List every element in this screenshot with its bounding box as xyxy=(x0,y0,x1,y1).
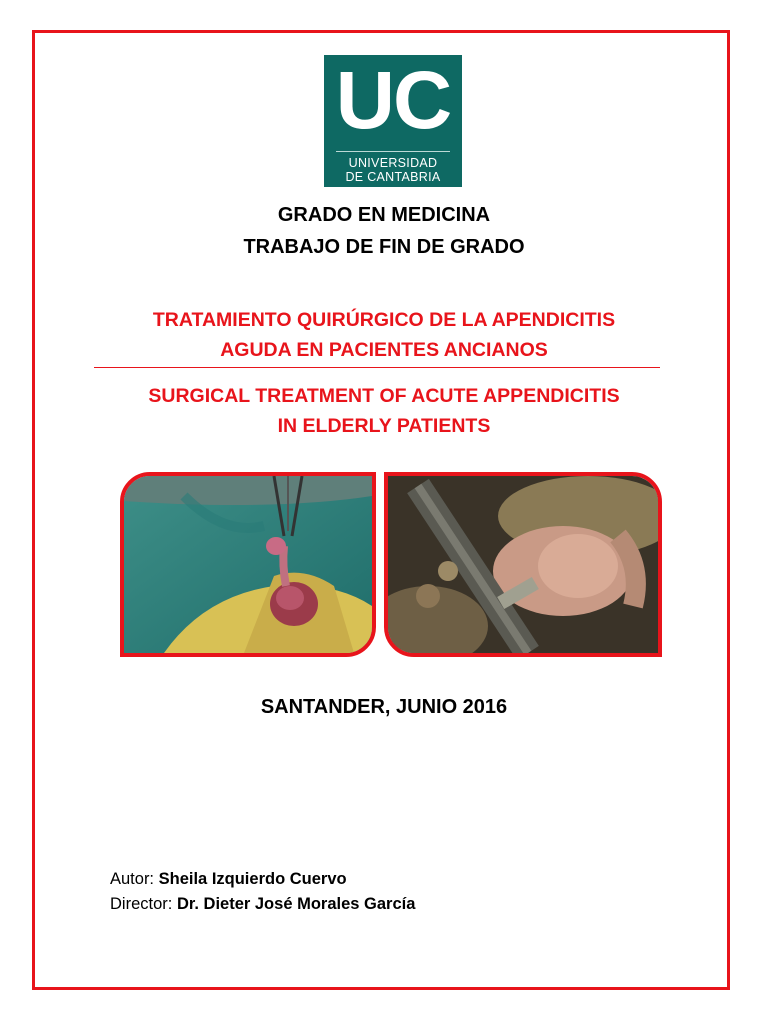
title-divider xyxy=(94,367,660,368)
title-english-line-1: SURGICAL TREATMENT OF ACUTE APPENDICITIS xyxy=(148,385,620,407)
university-logo xyxy=(324,55,462,187)
title-spanish-line-1: TRATAMIENTO QUIRÚRGICO DE LA APENDICITIS xyxy=(152,309,616,331)
work-type-heading: TRABAJO DE FIN DE GRADO xyxy=(243,236,525,258)
logo-rule xyxy=(336,151,450,152)
logo-initials: UC xyxy=(335,55,451,146)
title-spanish-line-2: AGUDA EN PACIENTES ANCIANOS xyxy=(220,339,548,361)
director-name: Dr. Dieter José Morales García xyxy=(176,895,416,913)
author-name: Sheila Izquierdo Cuervo xyxy=(158,870,347,888)
director-line xyxy=(110,893,415,915)
place-date: SANTANDER, JUNIO 2016 xyxy=(260,696,508,718)
title-english-line-2: IN ELDERLY PATIENTS xyxy=(277,415,491,437)
director-label: Director: xyxy=(110,895,173,913)
title-english xyxy=(40,381,728,441)
surgery-photo-laparoscopic xyxy=(384,472,662,657)
logo-line-1: UNIVERSIDAD xyxy=(348,156,438,170)
author-label: Autor: xyxy=(110,870,155,888)
title-spanish xyxy=(40,305,728,365)
logo-line-2: DE CANTABRIA xyxy=(345,170,441,184)
author-line xyxy=(110,868,347,890)
degree-heading: GRADO EN MEDICINA xyxy=(277,204,491,226)
surgery-photo-open xyxy=(120,472,376,657)
